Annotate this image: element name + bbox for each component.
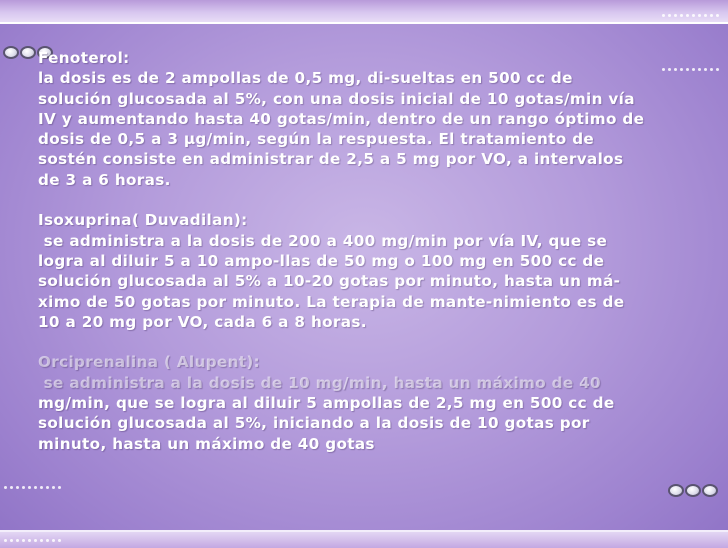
fenoterol-line: de 3 a 6 horas. <box>38 170 171 189</box>
orciprenalina-line: mg/min, que se logra al diluir 5 ampollas de 2,5 mg en 500 cc de <box>38 394 615 413</box>
isoxuprina-line: solución glucosada al 5% a 10-20 gotas por minuto, hasta un má- <box>38 272 621 291</box>
bottom-left-dots-decoration <box>4 486 61 489</box>
top-right-dots-decoration <box>662 14 719 17</box>
fenoterol-line: la dosis es de 2 ampollas de 0,5 mg, di-sueltas en 500 cc de <box>38 69 573 88</box>
isoxuprina-line: se administra a la dosis de 200 a 400 mg/min por vía IV, que se <box>38 231 608 250</box>
orciprenalina-line: minuto, hasta un máximo de 40 gotas <box>38 434 375 453</box>
isoxuprina-line: ximo de 50 gotas por minuto. La terapia de mante-nimiento es de <box>38 292 625 311</box>
footer-dots-decoration <box>4 539 61 542</box>
fenoterol-line: sostén consiste en administrar de 2,5 a 5 mg por VO, a intervalos <box>38 150 624 169</box>
section-heading-isoxuprina: Isoxuprina( Duvadilan): <box>38 211 248 230</box>
bottom-right-circles-decoration <box>668 484 718 497</box>
fenoterol-line: dosis de 0,5 a 3 μg/min, según la respuesta. El tratamiento de <box>38 130 595 149</box>
top-decorative-band <box>0 0 728 24</box>
section-spacer <box>38 332 722 352</box>
fenoterol-line: solución glucosada al 5%, con una dosis inicial de 10 gotas/min vía <box>38 89 635 108</box>
top-divider-line <box>0 22 728 24</box>
isoxuprina-line: logra al diluir 5 a 10 ampo-llas de 50 mg o 100 mg en 500 cc de <box>38 251 605 270</box>
slide-body <box>38 48 722 454</box>
section-heading-fenoterol: Fenoterol: <box>38 49 130 67</box>
section-heading-orciprenalina: Orciprenalina ( Alupent): <box>38 353 261 372</box>
orciprenalina-line: se administra a la dosis de 10 mg/min, hasta un máximo de 40 <box>38 373 601 392</box>
bottom-decorative-band <box>0 530 728 548</box>
fenoterol-line: IV y aumentando hasta 40 gotas/min, dentro de un rango óptimo de <box>38 109 645 128</box>
isoxuprina-line: 10 a 20 mg por VO, cada 6 a 8 horas. <box>38 312 367 331</box>
section-spacer <box>38 190 722 210</box>
orciprenalina-line: solución glucosada al 5%, iniciando a la dosis de 10 gotas por <box>38 414 590 433</box>
